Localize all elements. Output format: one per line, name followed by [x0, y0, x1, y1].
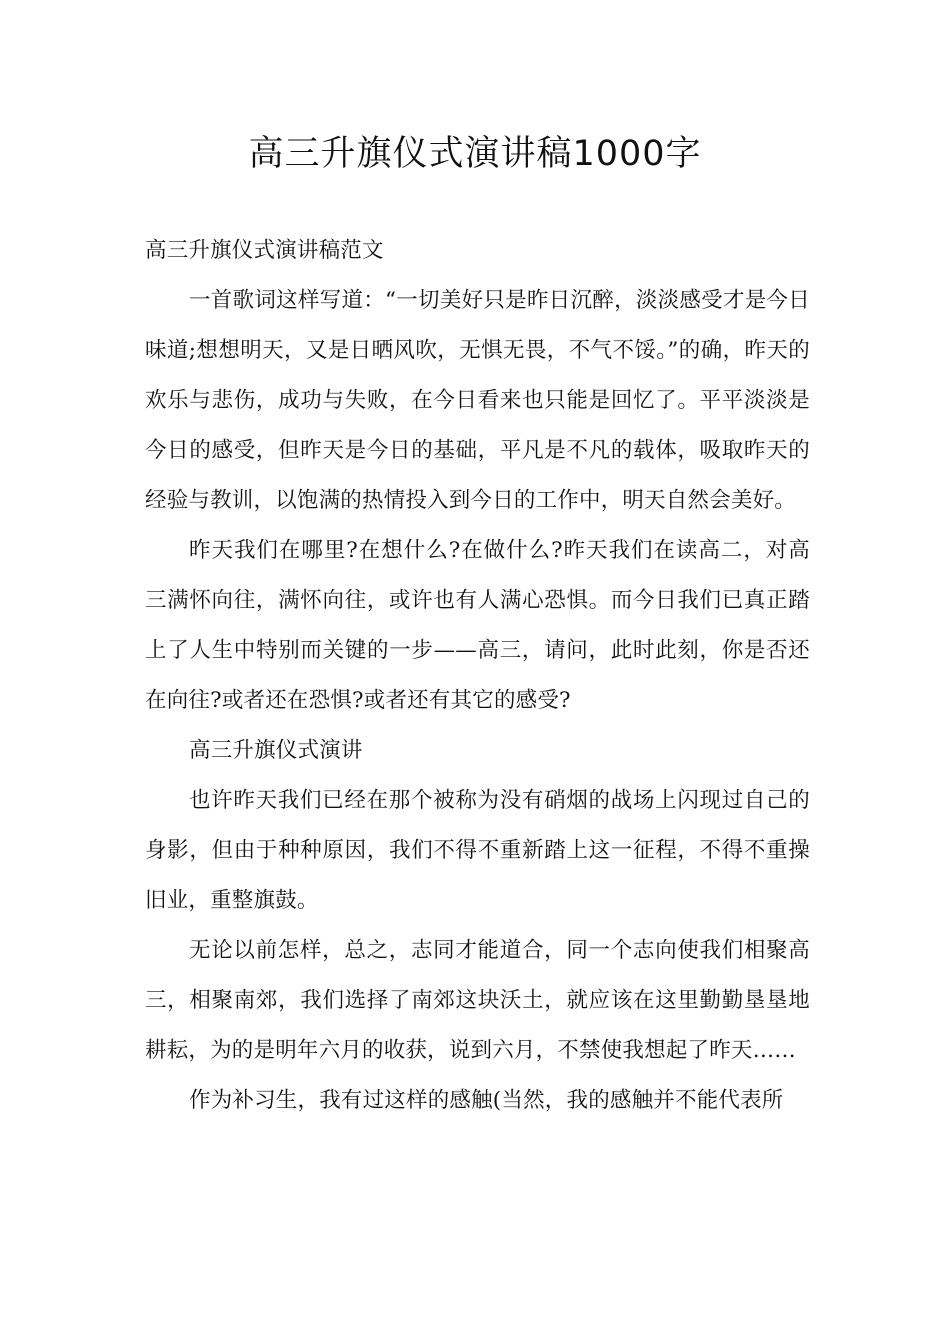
paragraph-4: 无论以前怎样，总之，志同才能道合，同一个志向使我们相聚高三，相聚南郊，我们选择了南郊这块沃土，就应该在这里勤勤垦垦地耕耘，为的是明年六月的收获，说到六月，不禁使我想起了昨天…… [145, 938, 810, 1063]
paragraph-5: 作为补习生，我有过这样的感触(当然，我的感触并不能代表所 [189, 1088, 784, 1113]
paragraph-1: 一首歌词这样写道：“一切美好只是昨日沉醉，淡淡感受才是今日味道;想想明天，又是日晒风吹，无惧无畏，不气不馁。”的确，昨天的欢乐与悲伤，成功与失败，在今日看来也只能是回忆了。平平淡淡是今日的感受，但昨天是今日的基础，平凡是不凡的载体，吸取昨天的经验与教训，以饱满的热情投入到今日的工作中，明天自然会美好。 [145, 288, 810, 513]
document-body [145, 226, 810, 1126]
document-subtitle: 高三升旗仪式演讲稿范文 [145, 238, 384, 263]
section-heading: 高三升旗仪式演讲 [189, 738, 363, 763]
paragraph-2: 昨天我们在哪里?在想什么?在做什么?昨天我们在读高二，对高三满怀向往，满怀向往，或许也有人满心恐惧。而今日我们已真正踏上了人生中特别而关键的一步——高三，请问，此时此刻，你是否还在向往?或者还在恐惧?或者还有其它的感受? [145, 538, 810, 713]
paragraph-3: 也许昨天我们已经在那个被称为没有硝烟的战场上闪现过自己的身影，但由于种种原因，我们不得不重新踏上这一征程，不得不重操旧业，重整旗鼓。 [145, 788, 810, 913]
document-title: 高三升旗仪式演讲稿1000字 [248, 134, 702, 174]
